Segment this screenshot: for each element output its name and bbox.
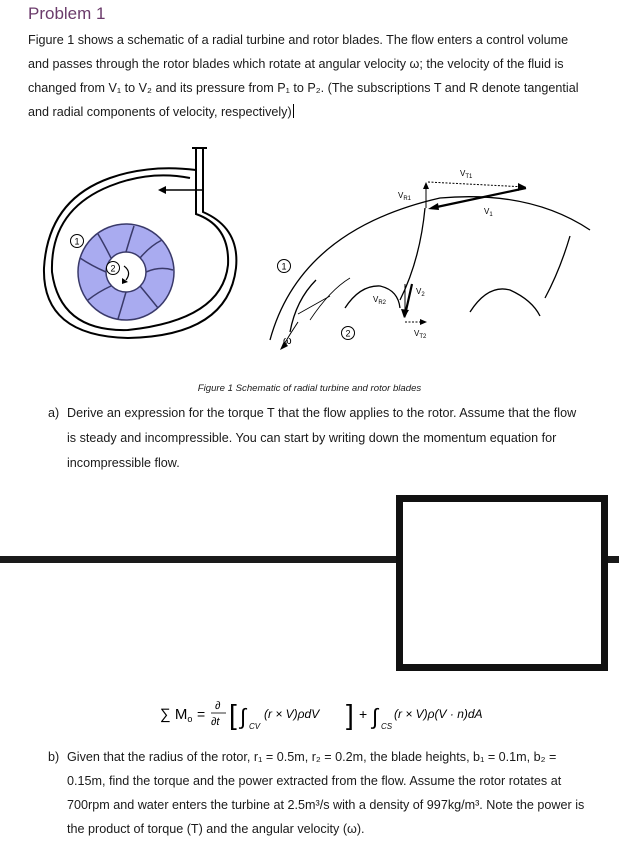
plus-sign: + — [359, 706, 368, 722]
vr1-label: V — [398, 191, 404, 200]
v2-label: V — [416, 287, 422, 296]
blade-passage — [270, 197, 590, 340]
question-b-text: Given that the radius of the rotor, r₁ = 0.5m, r₂ = 0.2m, the blade heights, b₁ = 0.1m, b₂ = 0.15m, find the torque and the power extracted from the flow. Assume the rotor rotates at 700rpm and water enters the turbine at 2.5m³/s with a density of 997kg/m³. Note the power is the product of torque (T) and the angular velocity (ω). — [67, 750, 585, 836]
momentum-equation — [160, 694, 520, 734]
text-cursor — [293, 104, 294, 118]
cs-integral-sign: ∫ — [372, 704, 379, 729]
partial-numerator: ∂ — [215, 700, 221, 712]
question-a-text: Derive an expression for the torque T that the flow applies to the rotor. Assume that the flow is steady and incompressible. You can start by writing down the momentum equation for incompressible flow. — [67, 406, 577, 470]
equation-svg — [160, 694, 520, 734]
question-b-label: b) — [48, 750, 60, 764]
cv-integrand: (r × V)ρdV — [264, 707, 320, 721]
omega-label: ω — [283, 335, 292, 347]
vr2-subscript: R2 — [378, 300, 387, 306]
intro-text: Figure 1 shows a schematic of a radial turbine and rotor blades. The flow enters a control volume and passes through the rotor blades which rotate at angular velocity ω; the velocity of the fluid is changed from V₁ to V₂ and its pressure from P₁ to P₂. (The subscriptions T and R denote tangential and radial components of velocity, respectively) — [28, 33, 579, 119]
rotor — [78, 224, 174, 320]
inlet-velocity-triangle — [398, 169, 526, 218]
station-2-marker-right — [342, 327, 355, 340]
cs-subscript: CS — [381, 722, 393, 731]
v1-subscript: 1 — [489, 212, 493, 218]
station-2-label-right: 2 — [345, 328, 351, 339]
vt1-subscript: T1 — [465, 174, 473, 180]
vt2-label: V — [414, 329, 420, 338]
vt1-label: V — [460, 169, 466, 178]
v2-subscript: 2 — [421, 292, 425, 298]
vr2-label: V — [373, 295, 379, 304]
vt2-subscript: T2 — [419, 334, 427, 340]
figure-1 — [0, 140, 619, 390]
turbine-schematic — [0, 140, 619, 390]
figure-caption: Figure 1 Schematic of radial turbine and rotor blades — [197, 383, 422, 394]
cs-integrand: (r × V)ρ(V · n)dA — [394, 707, 483, 721]
station-2-marker-left — [107, 262, 120, 275]
sum-subscript: o — [187, 714, 193, 724]
question-a-label: a) — [48, 406, 60, 420]
equals-sign: = — [197, 706, 206, 722]
station-1-marker-right — [278, 260, 291, 273]
station-1-marker-left — [71, 235, 84, 248]
partial-denominator: ∂t — [211, 716, 220, 728]
problem-title: Problem 1 — [28, 4, 106, 23]
v1-label: V — [484, 207, 490, 216]
blank-box — [396, 495, 608, 671]
svg-text:∑ Mo — [160, 706, 192, 724]
cv-subscript: CV — [249, 722, 261, 731]
left-bracket: [ — [229, 699, 237, 730]
svg-text:VR2 — [373, 295, 387, 306]
svg-text:V1 — [484, 207, 493, 218]
cv-integral-sign: ∫ — [240, 704, 247, 729]
sum-moment: ∑ M — [160, 706, 188, 723]
omega-arrow — [280, 322, 298, 350]
right-bracket: ] — [346, 699, 354, 730]
outlet-velocity-triangle — [373, 284, 427, 340]
station-1-label-right: 1 — [281, 261, 287, 272]
svg-text:V2 — [416, 287, 425, 298]
problem-intro — [28, 28, 588, 124]
station-1-label: 1 — [74, 236, 80, 247]
station-2-label: 2 — [110, 263, 116, 274]
svg-text:VR1 — [398, 191, 412, 202]
svg-text:VT1 — [460, 169, 473, 180]
svg-text:VT2 — [414, 329, 427, 340]
vr1-subscript: R1 — [403, 196, 412, 202]
